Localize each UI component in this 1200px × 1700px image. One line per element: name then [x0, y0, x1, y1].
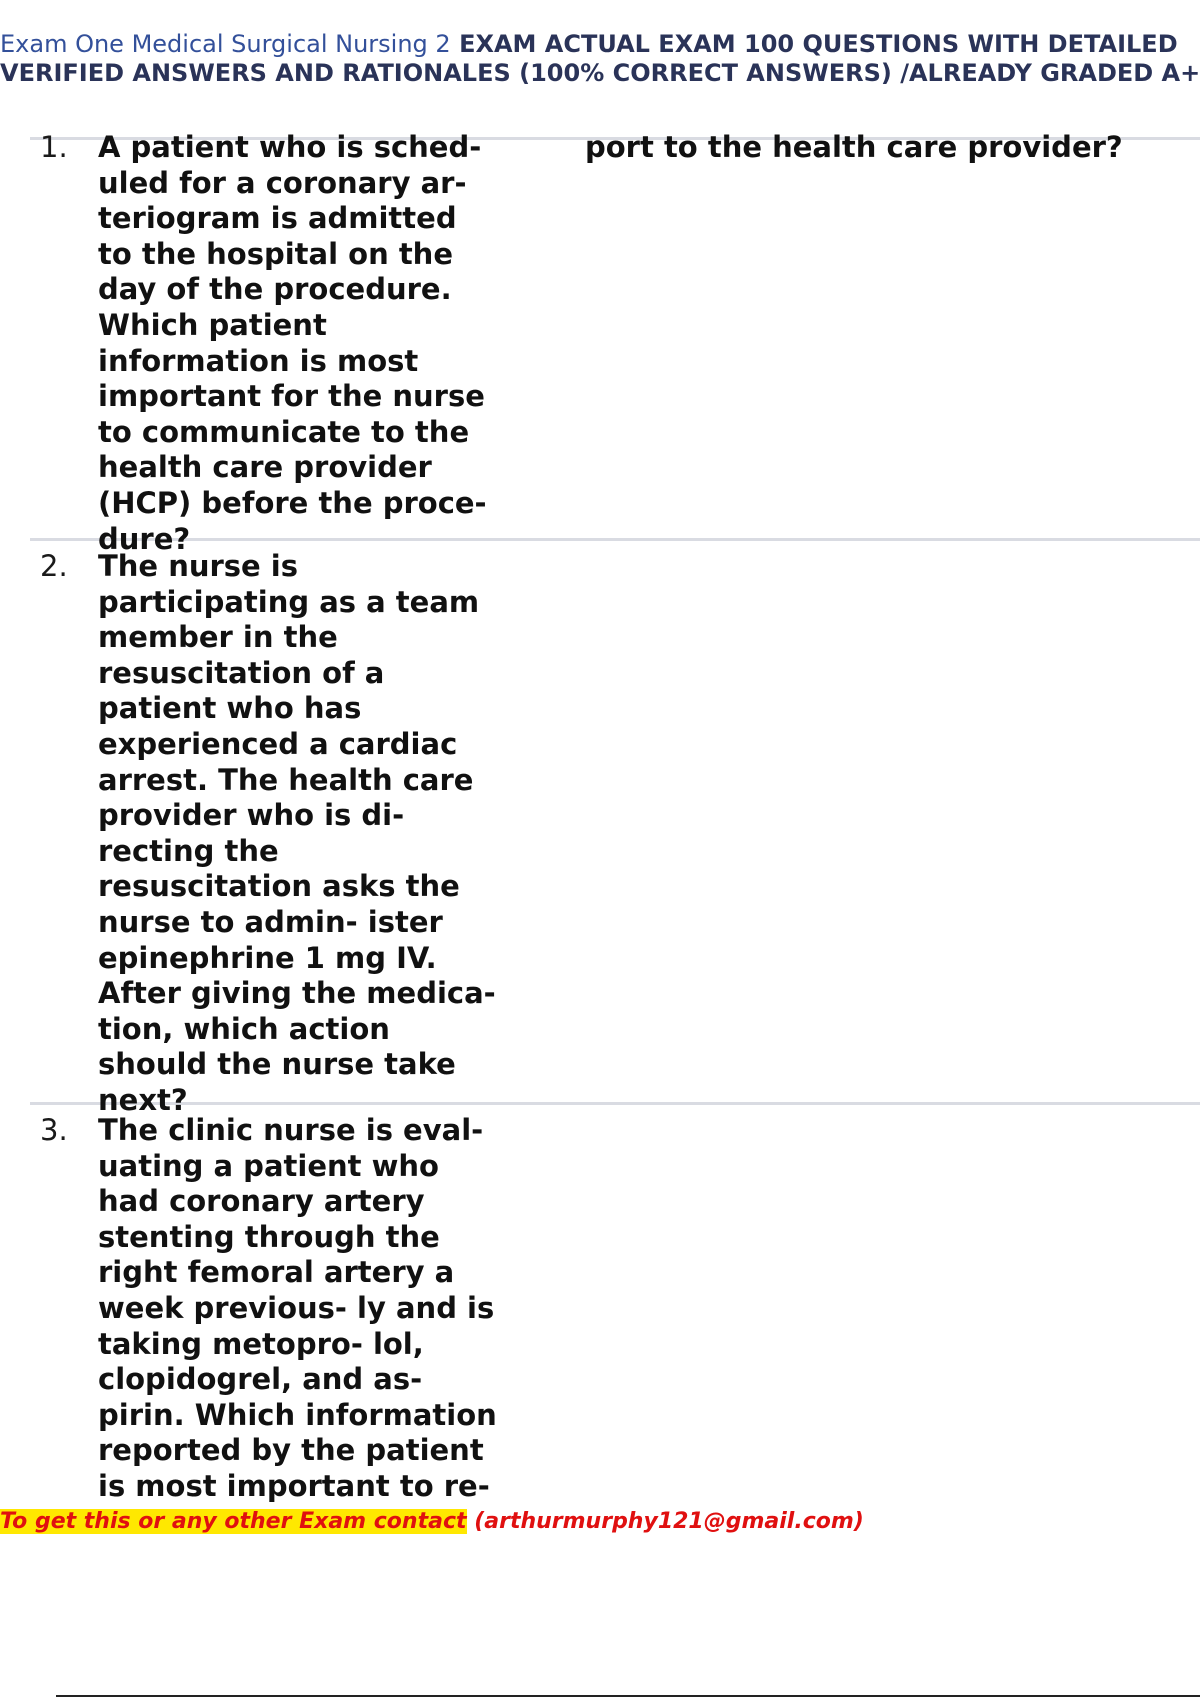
contact-highlight: To get this or any other Exam contact: [0, 1509, 467, 1534]
question-3-number: 3.: [40, 1113, 68, 1147]
question-list: [0, 128, 1200, 1503]
header-line-2: VERIFIED ANSWERS AND RATIONALES (100% CORRECT ANSWERS) /ALREADY GRADED A+: [0, 59, 1200, 87]
question-2-text: The nurse is participating as a team member in the resuscitation of a patient who has experienced a cardiac arrest. The health care provider who is di- recting the resuscitation asks the nurse to admin- ister epinephrine 1 mg IV. After giving the medica- tion, which action should the nurse take next?: [98, 549, 496, 1117]
document-header: [0, 30, 1200, 88]
question-1-number: 1.: [40, 130, 68, 164]
header-line-1: [0, 30, 1200, 59]
question-2-number: 2.: [40, 549, 68, 583]
contact-email[interactable]: (arthurmurphy121@gmail.com): [474, 1509, 864, 1534]
contact-footer: [0, 1507, 864, 1537]
question-3-text: The clinic nurse is eval- uating a patient who had coronary artery stenting through the right femoral artery a week previous- ly and is taking metopro- lol, clopidogrel, and as- pirin. Which information reported by the patient is most important to re-: [98, 1113, 497, 1503]
header-lead: Exam One Medical Surgical Nursing 2: [0, 30, 451, 58]
page-bottom-rule: [56, 1695, 1200, 1697]
continued-question-text: port to the health care provider?: [585, 130, 1123, 164]
header-title: EXAM ACTUAL EXAM 100 QUESTIONS WITH DETAILED: [459, 30, 1178, 58]
question-1-text: A patient who is sched- uled for a coronary ar- teriogram is admitted to the hospital on the day of the procedure. Which patient information is most important for the nurse to communicate to the health care provider (HCP) before the proce- dure?: [98, 130, 487, 556]
